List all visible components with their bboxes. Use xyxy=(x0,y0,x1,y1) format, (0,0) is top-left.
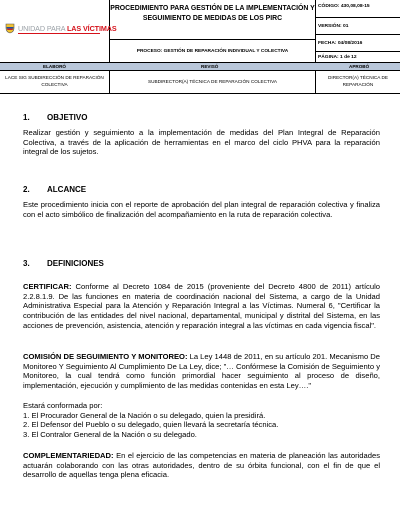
document-version: VERSIÓN: 01 xyxy=(316,18,400,35)
roles-row xyxy=(0,71,400,94)
reviso-value: SUBDIRECTOR(A) TÉCNICA DE REPARACIÓN COLECTIVA xyxy=(110,71,316,93)
aprobo-value: DIRECTOR(A) TÉCNICA DE REPARACIÓN xyxy=(328,75,388,87)
list-item: 2. El Defensor del Pueblo o su delegado, quien llevará la secretaría técnica. xyxy=(23,420,279,430)
logo-wordmark: UNIDAD PARA LAS VÍCTIMAS xyxy=(18,24,117,33)
document-title: PROCEDIMIENTO PARA GESTIÓN DE LA IMPLEMENTACIÓN Y SEGUIMIENTO DE MEDIDAS DE LOS PIRC xyxy=(110,0,316,40)
logo-underline xyxy=(18,33,100,34)
process-name: PROCESO: GESTIÓN DE REPARACIÓN INDIVIDUAL Y COLECTIVA xyxy=(110,40,316,63)
definition-term: COMISIÓN DE SEGUIMIENTO Y MONITOREO: xyxy=(23,352,188,361)
section-definiciones-heading: 3. DEFINICIONES xyxy=(23,259,104,268)
document-code: CÓDIGO: 430,08,08-15 xyxy=(316,0,400,18)
list-item: 3. El Contralor General de la Nación o su delegado. xyxy=(23,430,197,440)
document-header xyxy=(0,0,400,94)
section-alcance-heading: 2. ALCANCE xyxy=(23,185,87,194)
elaboro-label: ELABORÓ xyxy=(43,64,66,69)
section-objetivo-text: Realizar gestión y seguimiento a la implementación de medidas del Plan Integral de Reparación Colectiva, a través de la aplicación de herramientas en el marco del ciclo PHVA para la reparación integral de los sujetos. xyxy=(23,128,380,157)
logo-cell xyxy=(0,0,117,63)
section-objetivo-heading: 1. OBJETIVO xyxy=(23,113,88,122)
definition-certificar: CERTIFICAR: Conforme al Decreto 1084 de 2015 (proveniente del Decreto 4800 de 2011) artículo 2.2.8.1.9. De las funciones en materia de coordinación nacional del Sistema, a cargo de la Unidad Administrativa Especial para la Atención y Reparación Integral a las Víctimas. Numeral 6, "Certificar la contribución de las entidades del nivel nacional, departamental, municipal y distrital del Sistema, en las acciones de prevención, asistencia, atención y reparación integral a las víctimas en cada vigencia fiscal". xyxy=(23,282,380,330)
document-date: FECHA: 04/08/2016 xyxy=(316,35,400,52)
conformada-label: Estará conformada por: xyxy=(23,401,103,410)
reviso-label: REVISÓ xyxy=(201,64,219,69)
definition-comision: COMISIÓN DE SEGUIMIENTO Y MONITOREO: La Ley 1448 de 2011, en su artículo 201. Mecanismo De Monitoreo Y Seguimiento Al Cumplimiento De La Ley, dice; "… Confórmese la Comisión de Seguimiento y Monitoreo, la cual tendrá como función primordial hacer seguimiento al proceso de diseño, implementación, ejecución y cumplimiento de las medidas contenidas en esta Ley…." xyxy=(23,352,381,391)
coat-of-arms-icon xyxy=(4,22,16,34)
definition-term: COMPLEMENTARIEDAD: xyxy=(23,451,114,460)
section-alcance-text: Este procedimiento inicia con el reporte de aprobación del plan integral de reparación colectiva y finaliza con el acto simbólico de finalización del acompañamiento en la ruta de reparación colectiva. xyxy=(23,200,380,219)
elaboro-value: LACE SIG SUBDIRECCIÓN DE REPARACIÓN COLECTIVA xyxy=(0,71,110,93)
definition-term: CERTIFICAR: xyxy=(23,282,72,291)
page-number: PÁGINA: 1 de 12 xyxy=(316,52,400,63)
definition-complementariedad: COMPLEMENTARIEDAD: En el ejercicio de las competencias en materia de planeación las autoridades actuarán colaborando con las otras autoridades, dentro de su órbita funcional, con el fin de que el desarrollo de aquellas tenga plena eficacia. xyxy=(23,451,380,480)
list-item: 1. El Procurador General de la Nación o su delegado, quien la presidirá. xyxy=(23,410,266,420)
aprobo-label: APROBÓ xyxy=(349,64,370,69)
comision-members xyxy=(23,401,380,440)
roles-header-band xyxy=(0,63,400,71)
